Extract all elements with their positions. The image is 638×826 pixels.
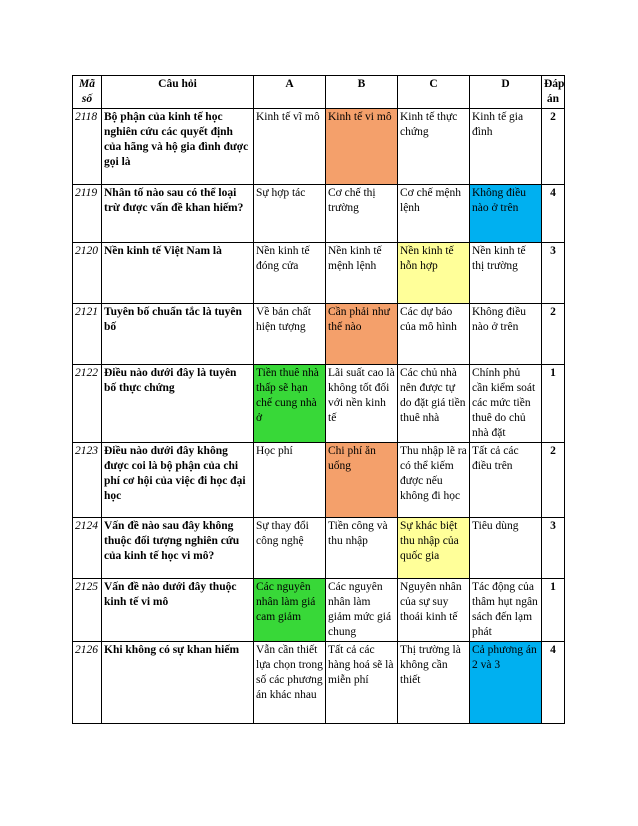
header-dap-an: Đáp án (542, 76, 565, 109)
option-d: Nền kinh tế thị trường (470, 243, 542, 304)
option-d: Tác động của thâm hụt ngân sách đến lạm phát (470, 579, 542, 642)
option-a: Nền kinh tế đóng cửa (254, 243, 326, 304)
question-number: 2119 (73, 185, 102, 243)
option-a: Về bản chất hiện tượng (254, 304, 326, 365)
question-text: Tuyên bố chuẩn tắc là tuyên bố (102, 304, 254, 365)
option-d: Cả phương án 2 và 3 (470, 642, 542, 724)
table-row (73, 365, 565, 443)
header-c: C (398, 76, 470, 109)
option-c: Cơ chế mệnh lệnh (398, 185, 470, 243)
answer: 1 (542, 365, 565, 443)
option-b: Lãi suất cao là không tốt đối với nền kinh tế (326, 365, 398, 443)
table-row (73, 109, 565, 185)
answer: 4 (542, 185, 565, 243)
question-text: Vấn đề nào dưới đây thuộc kinh tế vi mô (102, 579, 254, 642)
option-c: Kinh tế thực chứng (398, 109, 470, 185)
option-b: Kinh tế vi mô (326, 109, 398, 185)
option-c: Nền kinh tế hỗn hợp (398, 243, 470, 304)
table-row (73, 185, 565, 243)
question-text: Vấn đề nào sau đây không thuộc đối tượng nghiên cứu của kinh tế học vi mô? (102, 518, 254, 579)
option-b: Cần phải như thế nào (326, 304, 398, 365)
table-row (73, 304, 565, 365)
option-d: Chính phủ cần kiểm soát các mức tiền thuê do chủ nhà đặt (470, 365, 542, 443)
option-a: Tiền thuê nhà thấp sẽ hạn chế cung nhà ở (254, 365, 326, 443)
answer: 3 (542, 243, 565, 304)
question-number: 2124 (73, 518, 102, 579)
option-b: Chi phí ăn uống (326, 443, 398, 518)
question-text: Nền kinh tế Việt Nam là (102, 243, 254, 304)
header-b: B (326, 76, 398, 109)
option-b: Các nguyên nhân làm giảm mức giá chung (326, 579, 398, 642)
option-a: Các nguyên nhân làm giá cam giảm (254, 579, 326, 642)
answer: 1 (542, 579, 565, 642)
table-row (73, 443, 565, 518)
question-number: 2121 (73, 304, 102, 365)
table-row (73, 243, 565, 304)
question-number: 2125 (73, 579, 102, 642)
question-text: Điều nào dưới đây là tuyên bố thực chứng (102, 365, 254, 443)
answer: 4 (542, 642, 565, 724)
option-a: Sự thay đổi công nghệ (254, 518, 326, 579)
option-c: Thị trường là không cần thiết (398, 642, 470, 724)
option-d: Kinh tế gia đình (470, 109, 542, 185)
question-table (72, 75, 565, 724)
option-a: Sự hợp tác (254, 185, 326, 243)
question-text: Điều nào dưới đây không được coi là bộ phận của chi phí cơ hội của việc đi học đại học (102, 443, 254, 518)
table-row (73, 518, 565, 579)
option-d: Tiêu dùng (470, 518, 542, 579)
answer: 3 (542, 518, 565, 579)
header-d: D (470, 76, 542, 109)
question-number: 2126 (73, 642, 102, 724)
option-b: Tiền công và thu nhập (326, 518, 398, 579)
option-d: Không điều nào ở trên (470, 185, 542, 243)
option-d: Tất cả các điều trên (470, 443, 542, 518)
option-b: Nền kinh tế mệnh lệnh (326, 243, 398, 304)
table-row (73, 579, 565, 642)
question-text: Nhân tố nào sau có thể loại trừ được vấn đề khan hiếm? (102, 185, 254, 243)
question-number: 2120 (73, 243, 102, 304)
question-number: 2118 (73, 109, 102, 185)
question-text: Bộ phận của kinh tế học nghiên cứu các quyết định của hãng và hộ gia đình được gọi là (102, 109, 254, 185)
option-d: Không điều nào ở trên (470, 304, 542, 365)
option-b: Cơ chế thị trường (326, 185, 398, 243)
option-c: Các dự báo của mô hình (398, 304, 470, 365)
option-c: Các chủ nhà nên được tự do đặt giá tiền thuê nhà (398, 365, 470, 443)
option-a: Học phí (254, 443, 326, 518)
header-a: A (254, 76, 326, 109)
option-a: Kinh tế vĩ mô (254, 109, 326, 185)
header-ma-so: Mã số (73, 76, 102, 109)
answer: 2 (542, 109, 565, 185)
header-cau-hoi: Câu hỏi (102, 76, 254, 109)
option-b: Tất cả các hàng hoá sẽ là miễn phí (326, 642, 398, 724)
table-row (73, 642, 565, 724)
question-text: Khi không có sự khan hiếm (102, 642, 254, 724)
question-number: 2122 (73, 365, 102, 443)
answer: 2 (542, 304, 565, 365)
header-row (73, 76, 565, 109)
option-a: Vẫn cần thiết lựa chọn trong số các phương án khác nhau (254, 642, 326, 724)
option-c: Thu nhập lẽ ra có thể kiếm được nếu không đi học (398, 443, 470, 518)
question-number: 2123 (73, 443, 102, 518)
answer: 2 (542, 443, 565, 518)
option-c: Nguyên nhân của sự suy thoái kinh tế (398, 579, 470, 642)
option-c: Sự khác biệt thu nhập của quốc gia (398, 518, 470, 579)
